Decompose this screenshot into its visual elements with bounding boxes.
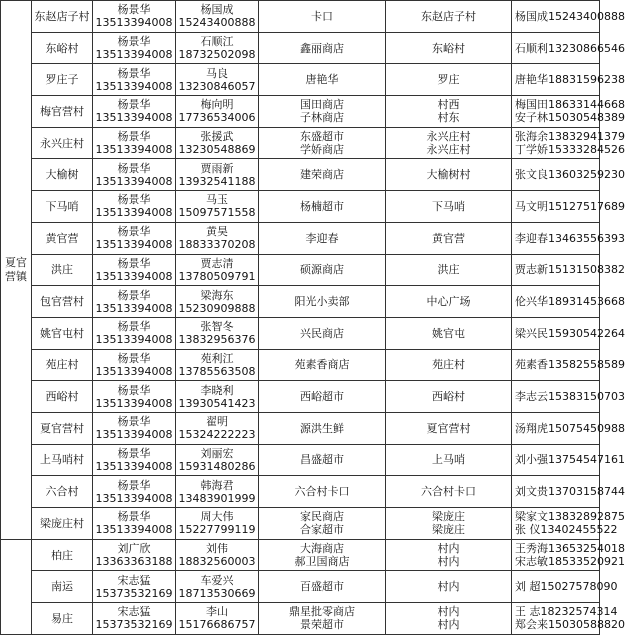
shop-location bbox=[386, 508, 512, 540]
town-contact-line: 杨景华 bbox=[117, 320, 151, 334]
town-contact-line: 13513394008 bbox=[95, 206, 173, 220]
village-contact-line: 张援武 bbox=[200, 130, 234, 144]
village-name: 南运 bbox=[32, 571, 93, 603]
village-contact-line: 翟明 bbox=[206, 415, 228, 429]
village-contact-line: 黄昊 bbox=[206, 225, 228, 239]
shop-location-line: 罗庄 bbox=[437, 73, 460, 87]
village-contact bbox=[176, 254, 259, 286]
shop-contact-line: 伦兴华18931453668 bbox=[515, 295, 625, 309]
shop-location bbox=[386, 127, 512, 159]
village-name: 苑庄村 bbox=[32, 349, 93, 381]
village-name: 夏官营村 bbox=[32, 412, 93, 444]
village-contact-line: 13230548869 bbox=[178, 143, 256, 157]
shop-location-line: 洪庄 bbox=[437, 263, 460, 277]
town-contact-line: 杨景华 bbox=[117, 256, 151, 270]
village-contact-line: 张智冬 bbox=[200, 320, 234, 334]
shop-contact-line: 苑素香13582558589 bbox=[515, 358, 625, 372]
village-contact-line: 周大伟 bbox=[200, 510, 234, 524]
village-contact-line: 韩海君 bbox=[200, 478, 234, 492]
town-contact bbox=[93, 96, 176, 128]
village-name: 上马哨村 bbox=[32, 444, 93, 476]
village-contact-line: 15230909888 bbox=[178, 301, 256, 315]
village-contact-line: 15324222223 bbox=[178, 428, 256, 442]
shop-contact bbox=[512, 64, 625, 96]
village-name: 六合村 bbox=[32, 476, 93, 508]
table-row bbox=[1, 381, 600, 413]
shop-contact-line: 刘文贵13703158744 bbox=[515, 485, 625, 499]
shop-contact-line: 杨国成15243400888 bbox=[515, 9, 625, 23]
shop-contact-line: 梁兴民15930542264 bbox=[515, 326, 625, 340]
shop-location bbox=[386, 349, 512, 381]
town-contact bbox=[93, 32, 176, 64]
village-contact-line: 苑利江 bbox=[200, 351, 234, 365]
shop-name-line: 昌盛超市 bbox=[300, 453, 344, 467]
village-contact-line: 马玉 bbox=[206, 193, 228, 207]
town-contact-line: 13513394008 bbox=[95, 364, 173, 378]
shop-name-line: 大海商店 bbox=[300, 542, 344, 556]
shop-location-line: 下马哨 bbox=[432, 199, 465, 213]
village-contact-line: 13780509791 bbox=[178, 269, 256, 283]
shop-name-line: 百盛超市 bbox=[300, 580, 344, 594]
shop-name bbox=[259, 381, 386, 413]
village-contact-line: 18833370208 bbox=[178, 238, 256, 252]
town-contact bbox=[93, 222, 176, 254]
shop-contact bbox=[512, 539, 625, 571]
shop-name-line: 东盛超市 bbox=[300, 130, 344, 144]
town-contact bbox=[93, 603, 176, 635]
town-contact bbox=[93, 539, 176, 571]
shop-location-line: 梁庞庄 bbox=[432, 510, 465, 524]
shop-location-line: 村内 bbox=[437, 542, 460, 556]
shop-contact bbox=[512, 508, 625, 540]
town-contact-line: 13513394008 bbox=[95, 79, 173, 93]
village-contact-line: 贾志清 bbox=[200, 256, 234, 270]
town-contact-line: 13513394008 bbox=[95, 238, 173, 252]
town-contact bbox=[93, 476, 176, 508]
town-contact-line: 杨景华 bbox=[117, 193, 151, 207]
shop-location-line: 村内 bbox=[437, 605, 460, 619]
shop-contact bbox=[512, 191, 625, 223]
shop-name-line: 郝卫国商店 bbox=[294, 555, 350, 569]
shop-name bbox=[259, 1, 386, 33]
shop-name bbox=[259, 191, 386, 223]
town-contact-line: 杨景华 bbox=[117, 3, 151, 17]
village-contact-line: 车爱兴 bbox=[200, 573, 234, 587]
village-name: 西峪村 bbox=[32, 381, 93, 413]
village-name: 柏庄 bbox=[32, 539, 93, 571]
shop-contact-line: 郑会来15030588820 bbox=[515, 618, 625, 632]
shop-location-line: 东峪村 bbox=[432, 41, 465, 55]
shop-location bbox=[386, 603, 512, 635]
shop-name bbox=[259, 508, 386, 540]
village-contact bbox=[176, 349, 259, 381]
shop-name-line: 西峪超市 bbox=[300, 390, 344, 404]
table-row bbox=[1, 476, 600, 508]
village-contact-line: 18832560003 bbox=[178, 555, 256, 569]
shop-contact-line: 石顺利13230866546 bbox=[515, 41, 625, 55]
village-contact-line: 13483901999 bbox=[178, 491, 256, 505]
town-contact bbox=[93, 254, 176, 286]
village-contact bbox=[176, 96, 259, 128]
shop-name bbox=[259, 222, 386, 254]
shop-name bbox=[259, 64, 386, 96]
village-name: 永兴庄村 bbox=[32, 127, 93, 159]
village-contact-line: 17736534006 bbox=[178, 111, 256, 125]
town-contact-line: 杨景华 bbox=[117, 415, 151, 429]
shop-name bbox=[259, 412, 386, 444]
village-name: 大榆树 bbox=[32, 159, 93, 191]
shop-name bbox=[259, 96, 386, 128]
shop-name bbox=[259, 349, 386, 381]
shop-location-line: 六合村卡口 bbox=[421, 485, 476, 499]
shop-name-line: 李迎春 bbox=[305, 231, 339, 245]
town-contact-line: 宋志猛 bbox=[117, 573, 151, 587]
shop-contact-line: 梁家文13832892875 bbox=[515, 510, 625, 524]
shop-location-line: 村内 bbox=[437, 618, 460, 632]
village-contact-line: 13230846057 bbox=[178, 79, 256, 93]
town-contact-line: 13513394008 bbox=[95, 333, 173, 347]
shop-name-line: 兴民商店 bbox=[300, 326, 344, 340]
table-row bbox=[1, 96, 600, 128]
village-contact-line: 石顺江 bbox=[200, 35, 234, 49]
shop-location-line: 村东 bbox=[437, 111, 460, 125]
shop-name bbox=[259, 603, 386, 635]
village-contact-line: 15227799119 bbox=[178, 523, 256, 537]
town-contact-line: 杨景华 bbox=[117, 478, 151, 492]
shop-name bbox=[259, 539, 386, 571]
shop-name-line: 鑫丽商店 bbox=[300, 41, 344, 55]
town-contact bbox=[93, 159, 176, 191]
town-contact-line: 宋志猛 bbox=[117, 605, 151, 619]
town-contact-line: 13513394008 bbox=[95, 269, 173, 283]
village-contact bbox=[176, 64, 259, 96]
shop-name-line: 鼎星批零商店 bbox=[289, 605, 355, 619]
village-name: 洪庄 bbox=[32, 254, 93, 286]
table-row bbox=[1, 159, 600, 191]
village-contact-line: 18732502098 bbox=[178, 48, 256, 62]
shop-contact-line: 王 志18232574314 bbox=[515, 605, 618, 619]
village-contact bbox=[176, 444, 259, 476]
shop-location-line: 永兴庄村 bbox=[426, 143, 471, 157]
village-name: 姚官屯村 bbox=[32, 317, 93, 349]
town-contact bbox=[93, 1, 176, 33]
shop-name-line: 子林商店 bbox=[300, 111, 344, 125]
town-contact bbox=[93, 127, 176, 159]
village-contact-line: 杨国成 bbox=[200, 3, 234, 17]
shop-contact-line: 张海余13832941379 bbox=[515, 130, 625, 144]
town-contact-line: 13513394008 bbox=[95, 459, 173, 473]
shop-contact bbox=[512, 254, 625, 286]
shop-contact-line: 丁学娇15333284526 bbox=[515, 143, 625, 157]
shop-location-line: 姚官屯 bbox=[432, 326, 465, 340]
shop-location-line: 永兴庄村 bbox=[426, 130, 471, 144]
shop-contact-line: 唐艳华18831596238 bbox=[515, 73, 625, 87]
shop-location-line: 夏官营村 bbox=[426, 421, 471, 435]
shop-name-line: 建荣商店 bbox=[300, 168, 344, 182]
shop-name-line: 景荣超市 bbox=[300, 618, 344, 632]
town-contact-line: 刘广欣 bbox=[117, 542, 151, 556]
village-contact bbox=[176, 286, 259, 318]
town-contact-line: 13513394008 bbox=[95, 396, 173, 410]
town-cell: 夏官营镇 bbox=[1, 1, 32, 540]
shop-location-line: 西峪村 bbox=[432, 390, 465, 404]
village-contact bbox=[176, 191, 259, 223]
village-contact-line: 马良 bbox=[206, 66, 228, 80]
shop-contact-line: 马文明15127517689 bbox=[515, 199, 625, 213]
shop-location bbox=[386, 317, 512, 349]
table-row bbox=[1, 317, 600, 349]
shop-name-line: 合家超市 bbox=[300, 523, 344, 537]
town-contact bbox=[93, 349, 176, 381]
shop-location bbox=[386, 539, 512, 571]
shop-contact bbox=[512, 96, 625, 128]
town-contact-line: 15373532169 bbox=[95, 586, 173, 600]
shop-contact-line: 李志云15383150703 bbox=[515, 390, 625, 404]
village-contact-line: 13832956376 bbox=[178, 333, 256, 347]
shop-location bbox=[386, 32, 512, 64]
town-contact bbox=[93, 64, 176, 96]
village-contact-line: 13930541423 bbox=[178, 396, 256, 410]
shop-location-line: 村西 bbox=[437, 98, 460, 112]
shop-location bbox=[386, 254, 512, 286]
town-contact bbox=[93, 508, 176, 540]
village-name: 罗庄子 bbox=[32, 64, 93, 96]
shop-location bbox=[386, 64, 512, 96]
village-contact bbox=[176, 603, 259, 635]
village-contact bbox=[176, 317, 259, 349]
shop-location bbox=[386, 444, 512, 476]
shop-location bbox=[386, 381, 512, 413]
shop-name bbox=[259, 571, 386, 603]
shop-contact bbox=[512, 349, 625, 381]
shop-contact-line: 刘小强13754547161 bbox=[515, 453, 625, 467]
village-contact bbox=[176, 412, 259, 444]
town-contact bbox=[93, 286, 176, 318]
village-contact bbox=[176, 381, 259, 413]
village-contact bbox=[176, 127, 259, 159]
table-row bbox=[1, 32, 600, 64]
table-row bbox=[1, 349, 600, 381]
shop-location bbox=[386, 222, 512, 254]
village-name: 下马哨 bbox=[32, 191, 93, 223]
town-contact-line: 杨景华 bbox=[117, 446, 151, 460]
town-contact-line: 杨景华 bbox=[117, 130, 151, 144]
shop-contact bbox=[512, 317, 625, 349]
village-contact bbox=[176, 32, 259, 64]
shop-contact bbox=[512, 603, 625, 635]
town-contact bbox=[93, 571, 176, 603]
shop-location bbox=[386, 286, 512, 318]
table-row bbox=[1, 603, 600, 635]
village-name: 梅官营村 bbox=[32, 96, 93, 128]
shop-name-line: 家民商店 bbox=[300, 510, 344, 524]
shop-location-line: 村内 bbox=[437, 580, 460, 594]
shop-contact-line: 安子林15030548389 bbox=[515, 111, 625, 125]
shop-name-line: 唐艳华 bbox=[305, 73, 339, 87]
village-contact-line: 梅向明 bbox=[200, 98, 234, 112]
village-contact-line: 13932541188 bbox=[178, 174, 256, 188]
table-row bbox=[1, 571, 600, 603]
shop-name bbox=[259, 444, 386, 476]
town-contact-line: 杨景华 bbox=[117, 35, 151, 49]
shop-location-line: 东赵店子村 bbox=[421, 9, 476, 23]
shop-contact-line: 王秀海13653254018 bbox=[515, 542, 625, 556]
shop-contact bbox=[512, 32, 625, 64]
shop-contact-line: 张文良13603259230 bbox=[515, 168, 625, 182]
table-row bbox=[1, 64, 600, 96]
shop-name bbox=[259, 476, 386, 508]
village-contact bbox=[176, 476, 259, 508]
shop-location bbox=[386, 571, 512, 603]
town-contact-line: 13513394008 bbox=[95, 491, 173, 505]
town-contact-line: 杨景华 bbox=[117, 161, 151, 175]
shop-contact-line: 贾志新15131508382 bbox=[515, 263, 625, 277]
village-contact bbox=[176, 539, 259, 571]
shop-location-line: 大榆树村 bbox=[426, 168, 471, 182]
town-contact bbox=[93, 444, 176, 476]
village-contact-line: 18713530669 bbox=[178, 586, 256, 600]
town-contact-line: 13513394008 bbox=[95, 428, 173, 442]
town-contact bbox=[93, 381, 176, 413]
village-contact-line: 15097571558 bbox=[178, 206, 256, 220]
shop-location bbox=[386, 191, 512, 223]
village-contact-line: 梁海东 bbox=[200, 288, 234, 302]
town-cell bbox=[1, 539, 32, 634]
shop-location-line: 中心广场 bbox=[426, 295, 471, 309]
table-row bbox=[1, 444, 600, 476]
shop-contact bbox=[512, 381, 625, 413]
shop-contact bbox=[512, 127, 625, 159]
village-contact-line: 贾雨新 bbox=[200, 161, 234, 175]
town-contact-line: 13363363188 bbox=[95, 555, 173, 569]
village-name: 东峪村 bbox=[32, 32, 93, 64]
village-contact-line: 13785563508 bbox=[178, 364, 256, 378]
shop-name-line: 硕源商店 bbox=[300, 263, 344, 277]
town-contact bbox=[93, 191, 176, 223]
table-row bbox=[1, 412, 600, 444]
shop-contact bbox=[512, 476, 625, 508]
village-contact bbox=[176, 222, 259, 254]
table-row bbox=[1, 222, 600, 254]
shop-location bbox=[386, 1, 512, 33]
shop-location bbox=[386, 476, 512, 508]
shop-location bbox=[386, 159, 512, 191]
shop-name bbox=[259, 317, 386, 349]
town-contact-line: 杨景华 bbox=[117, 66, 151, 80]
shop-name-line: 阳光小卖部 bbox=[294, 295, 350, 309]
shop-contact bbox=[512, 444, 625, 476]
shop-contact bbox=[512, 571, 618, 603]
town-contact-line: 13513394008 bbox=[95, 111, 173, 125]
town-contact-line: 13513394008 bbox=[95, 143, 173, 157]
shop-location-line: 上马哨 bbox=[432, 453, 465, 467]
table-row bbox=[1, 127, 600, 159]
village-contact-line: 李晓利 bbox=[200, 383, 234, 397]
village-contact-line: 15243400888 bbox=[178, 16, 256, 30]
shop-contact bbox=[512, 412, 625, 444]
shop-contact bbox=[512, 159, 625, 191]
shop-location-line: 村内 bbox=[437, 555, 460, 569]
town-contact-line: 13513394008 bbox=[95, 301, 173, 315]
village-contact-line: 刘伟 bbox=[206, 542, 228, 556]
shop-name-line: 国田商店 bbox=[300, 98, 344, 112]
town-contact-line: 杨景华 bbox=[117, 98, 151, 112]
town-contact-line: 杨景华 bbox=[117, 383, 151, 397]
town-contact-line: 13513394008 bbox=[95, 48, 173, 62]
town-contact bbox=[93, 317, 176, 349]
table-row bbox=[1, 539, 600, 571]
town-contact-line: 杨景华 bbox=[117, 510, 151, 524]
table-row bbox=[1, 1, 600, 33]
shop-name bbox=[259, 286, 386, 318]
shop-location bbox=[386, 96, 512, 128]
shop-location-line: 梁庞庄 bbox=[432, 523, 465, 537]
shop-name bbox=[259, 32, 386, 64]
shop-location-line: 苑庄村 bbox=[432, 358, 465, 372]
town-contact-line: 13513394008 bbox=[95, 523, 173, 537]
town-contact-line: 杨景华 bbox=[117, 351, 151, 365]
village-contact bbox=[176, 159, 259, 191]
shop-name-line: 苑素香商店 bbox=[294, 358, 350, 372]
shop-name-line: 六合村卡口 bbox=[294, 485, 350, 499]
town-contact-line: 杨景华 bbox=[117, 225, 151, 239]
town-contact-line: 13513394008 bbox=[95, 174, 173, 188]
shop-name bbox=[259, 254, 386, 286]
shop-contact bbox=[512, 1, 625, 33]
village-name: 黄官营 bbox=[32, 222, 93, 254]
village-contact bbox=[176, 1, 259, 33]
town-contact bbox=[93, 412, 176, 444]
village-name: 包官营村 bbox=[32, 286, 93, 318]
shop-contact-line: 刘 超15027578090 bbox=[515, 580, 618, 594]
table-row bbox=[1, 254, 600, 286]
shop-contact bbox=[512, 222, 625, 254]
shop-contact-line: 张 仪13402455522 bbox=[515, 523, 618, 537]
shop-name bbox=[259, 159, 386, 191]
shop-contact-line: 李迎春13463556393 bbox=[515, 231, 625, 245]
shop-name-line: 卡口 bbox=[311, 9, 333, 23]
shop-contact-line: 宋志敏18533520921 bbox=[515, 555, 625, 569]
village-name: 梁庞庄村 bbox=[32, 508, 93, 540]
shop-name-line: 源洪生鲜 bbox=[300, 421, 344, 435]
shop-location-line: 黄官营 bbox=[432, 231, 465, 245]
shop-name bbox=[259, 127, 386, 159]
shop-name-line: 学娇商店 bbox=[300, 143, 344, 157]
shop-contact-line: 汤翔虎15075450988 bbox=[515, 421, 625, 435]
town-contact-line: 13513394008 bbox=[95, 16, 173, 30]
shop-name-line: 杨楠超市 bbox=[300, 199, 344, 213]
village-contact-line: 15931480286 bbox=[178, 459, 256, 473]
table-row bbox=[1, 508, 600, 540]
village-contact bbox=[176, 571, 259, 603]
shop-contact bbox=[512, 286, 625, 318]
shop-contact-line: 梅国田18633144668 bbox=[515, 98, 625, 112]
shop-location bbox=[386, 412, 512, 444]
table-row bbox=[1, 286, 600, 318]
town-contact-line: 杨景华 bbox=[117, 288, 151, 302]
village-name: 易庄 bbox=[32, 603, 93, 635]
table-row bbox=[1, 191, 600, 223]
town-contact-line: 15373532169 bbox=[95, 618, 173, 632]
village-contact-line: 刘丽宏 bbox=[200, 446, 234, 460]
village-name: 东赵店子村 bbox=[32, 1, 93, 33]
village-contact bbox=[176, 508, 259, 540]
village-contact-line: 李山 bbox=[206, 605, 228, 619]
village-contact-line: 15176686757 bbox=[178, 618, 256, 632]
